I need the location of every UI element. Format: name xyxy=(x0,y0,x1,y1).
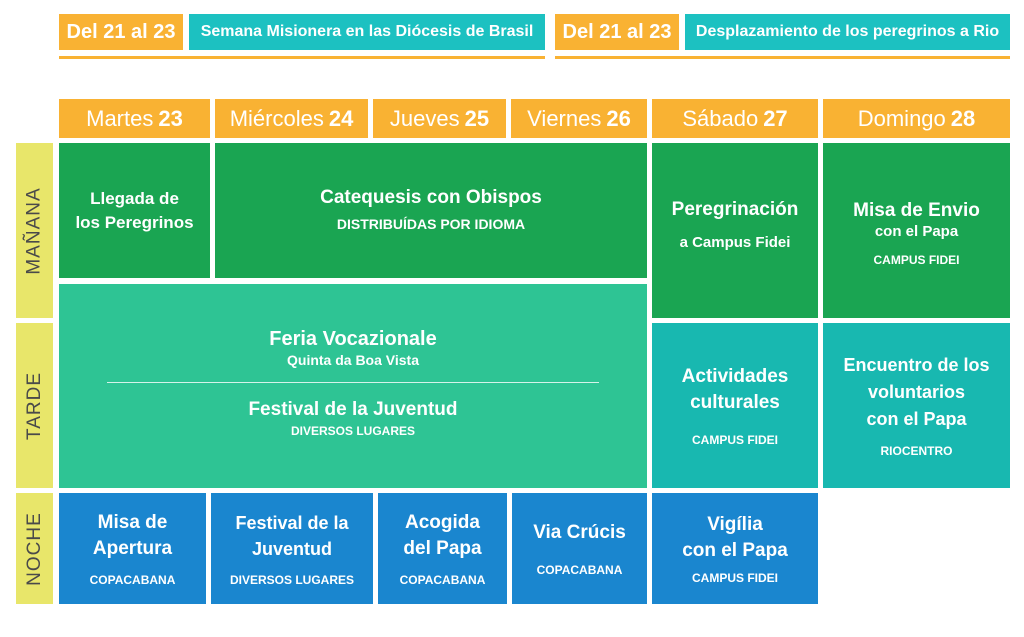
event-feria-festival xyxy=(59,284,647,488)
period-label-night xyxy=(16,493,53,604)
event-place: COPACABANA xyxy=(399,572,486,587)
event-title: Peregrinación xyxy=(671,199,799,220)
event-title: Misa de Envio xyxy=(853,200,980,221)
event-misa-apertura xyxy=(59,493,206,604)
event-catequesis xyxy=(215,143,647,278)
period-morning-text: MAÑANA xyxy=(23,186,45,275)
event-line: Actividades xyxy=(681,365,789,387)
day-number: 25 xyxy=(464,105,490,131)
event-place: DIVERSOS LUGARES xyxy=(229,572,355,587)
day-header-domingo xyxy=(823,99,1010,138)
event-misa-envio xyxy=(823,143,1010,318)
period-label-afternoon xyxy=(16,323,53,488)
event-line: Juventud xyxy=(251,538,332,559)
event-title: Catequesis con Obispos xyxy=(320,187,542,208)
period-night-text: NOCHE xyxy=(23,511,45,586)
event-place: RIOCENTRO xyxy=(880,444,953,458)
event-title: Via Crúcis xyxy=(533,521,626,543)
day-header-martes xyxy=(59,99,210,138)
event-place: CAMPUS FIDEI xyxy=(691,432,778,447)
event-line: Encuentro de los xyxy=(843,355,990,375)
day-name: Jueves xyxy=(389,105,460,131)
event-line: culturales xyxy=(690,391,780,413)
day-name: Martes xyxy=(86,105,154,131)
event-via-crucis xyxy=(512,493,647,604)
event-acogida xyxy=(378,493,507,604)
period-label-morning xyxy=(16,143,53,318)
event-line: con el Papa xyxy=(682,539,788,561)
event-line: Festival de la xyxy=(235,512,349,533)
day-number: 24 xyxy=(328,105,354,131)
event-place: DIVERSOS LUGARES xyxy=(290,424,416,438)
period-afternoon-text: TARDE xyxy=(23,371,45,440)
event-line: Apertura xyxy=(92,537,173,559)
event-festival-noche xyxy=(211,493,373,604)
banner-1-label: Semana Misionera en las Diócesis de Brasil xyxy=(189,14,545,50)
event-line: del Papa xyxy=(403,537,482,559)
event-title-2: Festival de la Juventud xyxy=(248,399,458,420)
event-actividades xyxy=(652,323,818,488)
day-number: 27 xyxy=(763,105,788,131)
divider xyxy=(107,382,599,383)
banner-2-label: Desplazamiento de los peregrinos a Rio xyxy=(685,14,1010,50)
banner-1-rule xyxy=(59,56,545,59)
event-place: COPACABANA xyxy=(89,572,176,587)
day-name: Sábado xyxy=(682,105,759,131)
day-header-miercoles xyxy=(215,99,368,138)
banner-2-date: Del 21 al 23 xyxy=(555,14,679,50)
event-line: los Peregrinos xyxy=(75,212,194,232)
event-line: Llegada de xyxy=(90,188,179,208)
day-number: 26 xyxy=(606,105,631,131)
day-number: 28 xyxy=(950,105,976,131)
event-line: voluntarios xyxy=(867,382,965,402)
day-header-viernes xyxy=(511,99,647,138)
event-vigilia xyxy=(652,493,818,604)
event-subtitle: Quinta da Boa Vista xyxy=(287,352,419,368)
event-llegada xyxy=(59,143,210,278)
event-subtitle: con el Papa xyxy=(874,223,959,240)
event-line: con el Papa xyxy=(866,409,967,429)
banner-1-date: Del 21 al 23 xyxy=(59,14,183,50)
event-subtitle: DISTRIBUÍDAS POR IDIOMA xyxy=(336,216,526,232)
event-title: Feria Vocazionale xyxy=(269,328,437,350)
day-name: Miércoles xyxy=(229,105,324,131)
event-peregrinacion xyxy=(652,143,818,318)
day-name: Domingo xyxy=(857,105,946,131)
event-place: CAMPUS FIDEI xyxy=(691,570,778,585)
day-header-sabado xyxy=(652,99,818,138)
day-name: Viernes xyxy=(527,105,602,131)
event-place: COPACABANA xyxy=(536,562,623,577)
event-line: Vigília xyxy=(707,513,763,535)
event-line: Acogida xyxy=(405,511,480,533)
event-subtitle: a Campus Fidei xyxy=(679,234,791,251)
event-place: CAMPUS FIDEI xyxy=(873,253,960,267)
event-encuentro xyxy=(823,323,1010,488)
day-header-jueves xyxy=(373,99,506,138)
event-line: Misa de xyxy=(97,511,168,533)
banner-2-rule xyxy=(555,56,1010,59)
day-number: 23 xyxy=(158,105,183,131)
